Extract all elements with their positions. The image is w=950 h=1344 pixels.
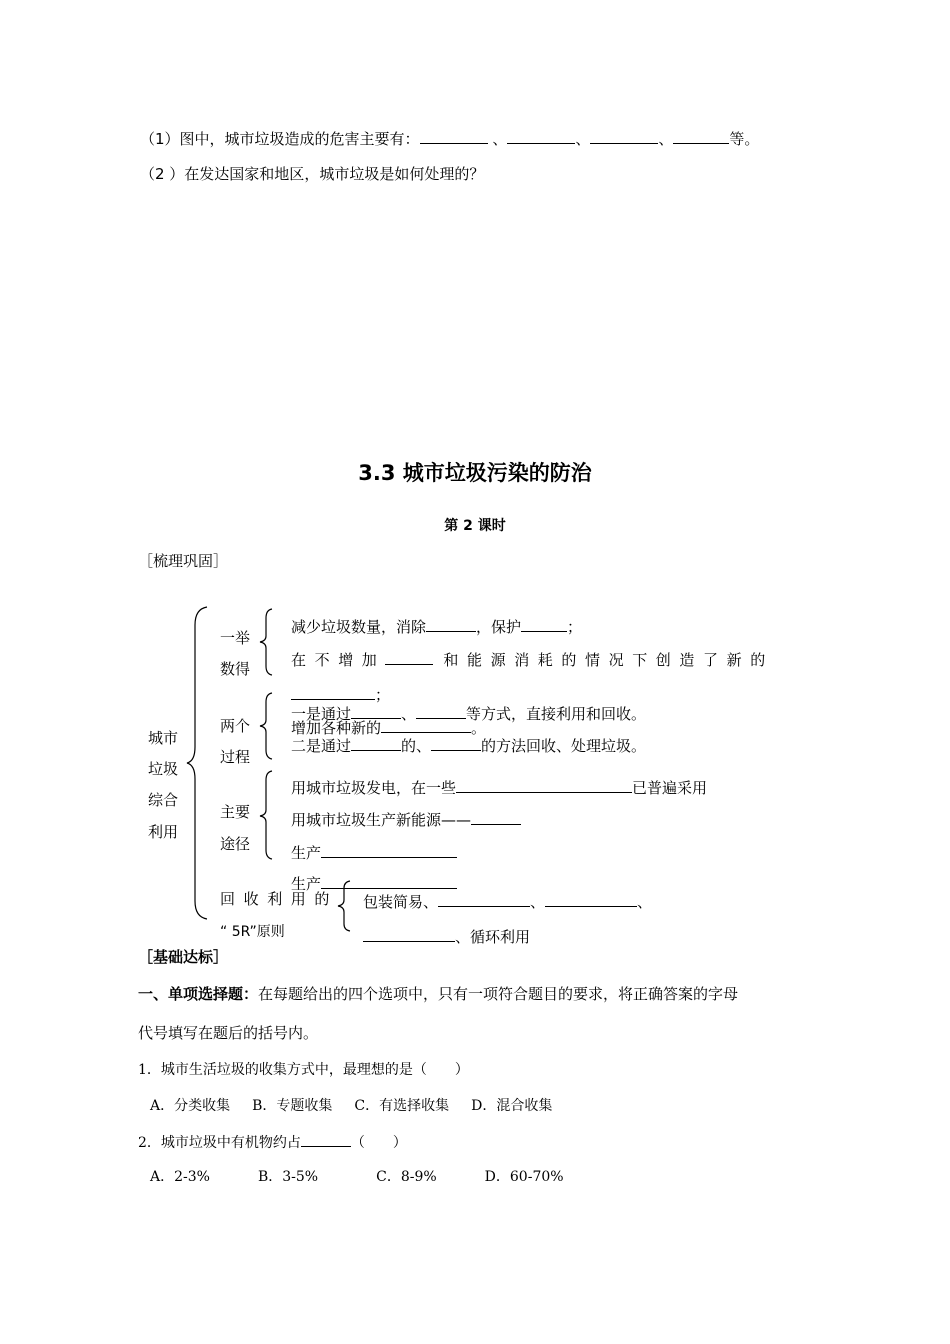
branch-4-label-2: “ 5R”原则 — [220, 924, 285, 940]
brace-2 — [258, 692, 278, 762]
branch-1-line-1: 减少垃圾数量，消除 ，保护 ； — [291, 618, 583, 636]
branch-1-label-2: 数得 — [220, 660, 251, 678]
root-brace — [185, 605, 215, 925]
branch-3-line-2: 用城市垃圾生产新能源—— — [291, 809, 521, 830]
option-a[interactable]: A．2-3% — [150, 1169, 210, 1185]
branch-2-line-2: 增加各种新的 。 — [291, 719, 487, 737]
option-b[interactable]: B．专题收集 — [252, 1098, 333, 1114]
answer-blank[interactable] — [301, 1131, 351, 1147]
answer-blank[interactable] — [438, 891, 530, 907]
answer-blank[interactable] — [420, 128, 488, 144]
answer-blank[interactable] — [291, 684, 375, 700]
page-title: 3.3 城市垃圾污染的防治 — [358, 461, 592, 485]
option-c[interactable]: C．有选择收集 — [354, 1098, 450, 1114]
branch-3-label-2: 途径 — [220, 835, 251, 853]
root-label-2: 垃圾 — [148, 760, 179, 778]
mc-question-1: 1．城市生活垃圾的收集方式中，最理想的是（ ） — [138, 1062, 469, 1078]
lesson-subtitle: 第 2 课时 — [444, 518, 506, 534]
section-basic-heading: ［基础达标］ — [138, 948, 229, 966]
branch-3-line-1: 用城市垃圾发电，在一些 已普遍采用 — [291, 779, 708, 797]
brace-3 — [258, 770, 278, 862]
answer-blank[interactable] — [471, 809, 521, 825]
answer-blank[interactable] — [673, 128, 729, 144]
answer-blank[interactable] — [363, 926, 455, 942]
part-1-instruction: 一、单项选择题：在每题给出的四个选项中，只有一项符合题目的要求，将正确答案的字母 — [138, 985, 739, 1003]
answer-blank[interactable] — [545, 891, 637, 907]
mc-question-2: 2．城市垃圾中有机物约占 （ ） — [138, 1131, 407, 1153]
part-1-instruction-cont: 代号填写在题后的括号内。 — [138, 1024, 319, 1042]
option-c[interactable]: C．8-9% — [376, 1169, 437, 1185]
mc-question-1-options — [150, 1096, 552, 1116]
part-1-heading: 一、单项选择题： — [138, 985, 259, 1003]
answer-blank[interactable] — [321, 873, 457, 889]
question-1-text: （1）图中，城市垃圾造成的危害主要有： — [140, 130, 420, 148]
answer-blank[interactable] — [321, 842, 457, 858]
mc-question-2-options — [150, 1167, 564, 1187]
branch-3-line-4: 生产 — [291, 873, 457, 894]
answer-blank[interactable] — [456, 777, 632, 793]
branch-3-label-1: 主要 — [220, 803, 251, 821]
branch-3-line-3: 生产 — [291, 842, 457, 863]
root-label-3: 综合 — [148, 791, 179, 809]
option-a[interactable]: A．分类收集 — [150, 1098, 231, 1114]
branch-1-line-3: ； — [291, 684, 390, 705]
answer-blank[interactable] — [507, 128, 575, 144]
branch-2-line-3: 二是通过 的、 的方法回收、处理垃圾。 — [291, 737, 647, 755]
answer-blank[interactable] — [351, 735, 401, 751]
option-d[interactable]: D．60-70% — [484, 1169, 564, 1185]
answer-blank[interactable] — [431, 735, 481, 751]
branch-2-label-1: 两个 — [220, 717, 251, 735]
root-label-1: 城市 — [148, 729, 179, 747]
question-2: （2 ）在发达国家和地区，城市垃圾是如何处理的？ — [140, 165, 485, 183]
answer-blank[interactable] — [521, 616, 567, 632]
section-review-heading: ［梳理巩固］ — [138, 552, 229, 570]
option-d[interactable]: D．混合收集 — [471, 1098, 553, 1114]
branch-2-label-2: 过程 — [220, 748, 251, 766]
branch-4-label-1: 回收利用的 — [220, 890, 339, 908]
brace-1 — [258, 608, 278, 678]
branch-4-line-1: 包装简易、 、 、 — [363, 893, 653, 911]
branch-2-line-1: 一是通过 、 等方式，直接利用和回收。 — [291, 705, 647, 723]
branch-1-label-1: 一举 — [220, 629, 251, 647]
branch-4-line-2: 、循环利用 — [363, 926, 530, 947]
root-label-4: 利用 — [148, 823, 179, 841]
answer-blank[interactable] — [381, 717, 471, 733]
answer-blank[interactable] — [590, 128, 658, 144]
answer-blank[interactable] — [426, 616, 476, 632]
option-b[interactable]: B．3-5% — [257, 1169, 319, 1185]
branch-1-line-2: 在不增加 和能源消耗的情况下创造了新的 — [291, 651, 774, 669]
answer-blank[interactable] — [385, 649, 433, 665]
question-1: （1）图中，城市垃圾造成的危害主要有： 、 、 、 等。 — [140, 130, 760, 148]
